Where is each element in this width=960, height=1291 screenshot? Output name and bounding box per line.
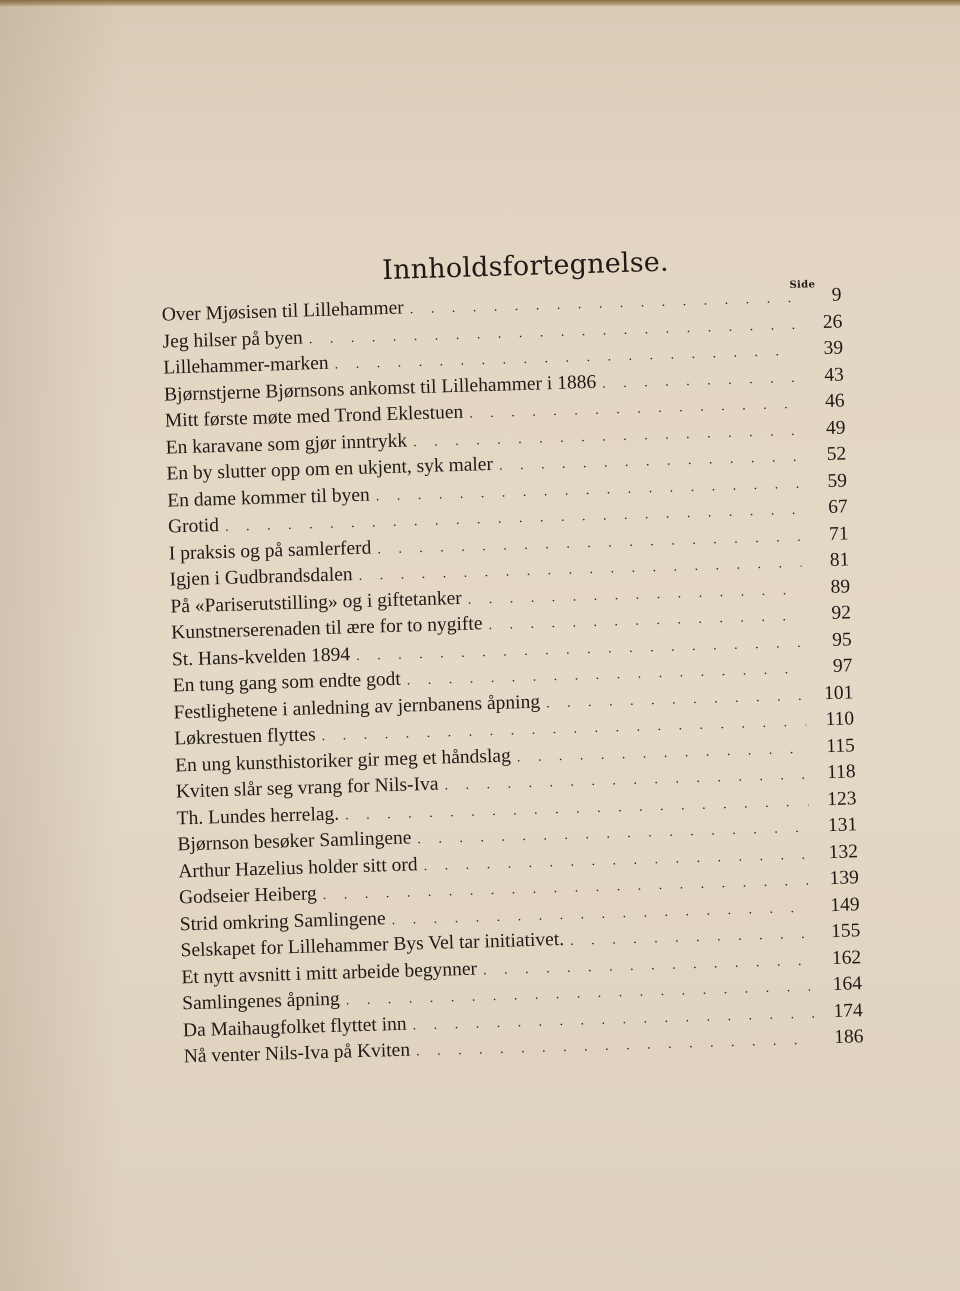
- toc-entry-title: Da Maihaugfolket flyttet inn: [182, 1013, 407, 1041]
- toc-entry-title: På «Pariserutstilling» og i giftetanker: [170, 587, 462, 618]
- toc-entry-title: Samlingenes åpning: [181, 988, 341, 1015]
- toc-entry-page: 123: [826, 787, 857, 810]
- toc-entry-title: Kunstnerserenaden til ære for to nygifte: [170, 613, 483, 644]
- toc-entry-page: 81: [829, 549, 850, 571]
- toc-entries: [161, 283, 903, 1073]
- toc-entry-page: 115: [826, 734, 856, 757]
- toc-entry-page: 118: [826, 761, 856, 784]
- toc-entry-page: 95: [831, 628, 853, 651]
- toc-leader-dots: [570, 927, 813, 950]
- toc-entry-title: Bjørnstjerne Bjørnsons ankomst til Lillehammer i 1886: [163, 371, 597, 406]
- toc-entry-title: Over Mjøsisen til Lillehammer: [161, 297, 405, 326]
- toc-entry-page: 139: [829, 867, 860, 890]
- toc-entry-page: 46: [824, 390, 845, 413]
- page-column-label: Side: [789, 279, 816, 292]
- toc-entry-title: En ung kunsthistoriker gir meg et håndslag: [174, 745, 512, 776]
- toc-leader-dots: [499, 450, 799, 475]
- toc-leader-dots: [517, 741, 808, 766]
- toc-entry-page: 49: [825, 416, 846, 439]
- toc-entry-title: Løkrestuen flyttes: [174, 724, 316, 750]
- toc-title: Innholdsfortegnelse.: [381, 246, 670, 287]
- toc-entry-page: 164: [832, 973, 863, 996]
- toc-entry-page: 71: [828, 522, 849, 545]
- toc-entry-page: 89: [830, 575, 851, 598]
- toc-entry-title: Th. Lundes herrelag.: [176, 803, 340, 829]
- toc-entry-page: 43: [824, 363, 845, 386]
- toc-entry-title: Bjørnson besøker Samlingene: [177, 827, 412, 856]
- toc-leader-dots: [416, 1033, 816, 1061]
- toc-entry-title: Strid omkring Samlingene: [179, 907, 386, 935]
- toc-leader-dots: [602, 370, 796, 392]
- toc-entry-page: 59: [827, 469, 848, 492]
- toc-entry-page: 52: [826, 443, 847, 465]
- toc-entry-title: Kviten slår seg vrang for Nils-Iva: [175, 773, 439, 803]
- toc-entry-title: En tung gang som endte godt: [172, 668, 402, 697]
- toc-entry-page: 67: [827, 496, 849, 518]
- toc-entry-title: I praksis og på samlerferd: [168, 537, 372, 565]
- toc-entry-title: Igjen i Gudbrandsdalen: [169, 564, 353, 591]
- toc-entry-page: 110: [825, 708, 855, 731]
- toc-entry-page: 97: [832, 655, 853, 677]
- toc-entry-page: 149: [830, 893, 860, 916]
- table-of-contents: [160, 239, 904, 1073]
- toc-entry-page: 162: [831, 946, 862, 969]
- toc-entry-page: 131: [827, 814, 858, 837]
- toc-entry-page: 174: [833, 999, 864, 1022]
- toc-entry-title: Lillehammer-marken: [163, 352, 329, 379]
- toc-entry-page: 155: [830, 920, 861, 943]
- toc-entry-title: Festlighetene i anledning av jernbanens åpning: [173, 691, 541, 723]
- toc-entry-title: En dame kommer til byen: [166, 484, 371, 512]
- toc-entry-page: 92: [831, 602, 852, 624]
- toc-entry-page: 39: [823, 337, 844, 360]
- toc-entry-title: Mitt første møte med Trond Eklestuen: [164, 401, 464, 432]
- toc-entry-page: 9: [831, 284, 842, 306]
- toc-entry-title: Nå venter Nils-Iva på Kviten: [183, 1039, 411, 1068]
- toc-leader-dots: [483, 953, 814, 979]
- toc-entry-title: En by slutter opp om en ukjent, syk maler: [166, 453, 494, 485]
- toc-entry-page: 101: [823, 681, 854, 704]
- toc-entry-title: Jeg hilser på byen: [162, 326, 304, 353]
- toc-entry-title: En karavane som gjør inntrykk: [165, 429, 408, 459]
- page-top-edge: [0, 0, 960, 6]
- toc-entry-page: 26: [822, 310, 843, 333]
- toc-entry-page: 132: [828, 840, 859, 863]
- toc-entry-title: St. Hans-kvelden 1894: [171, 643, 351, 670]
- toc-entry-title: Selskapet for Lillehammer Bys Vel tar initiativet.: [180, 929, 565, 962]
- page-shadow: [0, 0, 120, 1291]
- toc-leader-dots: [469, 397, 797, 423]
- toc-leader-dots: [488, 609, 803, 634]
- toc-entry-page: 186: [833, 1026, 864, 1049]
- toc-entry-title: Arthur Hazelius holder sitt ord: [177, 853, 418, 882]
- toc-entry-title: Grotid: [167, 515, 220, 538]
- toc-entry-title: Godseier Heiberg: [178, 883, 318, 909]
- toc-entry-title: Et nytt avsnitt i mitt arbeide begynner: [181, 958, 478, 988]
- toc-leader-dots: [546, 688, 806, 712]
